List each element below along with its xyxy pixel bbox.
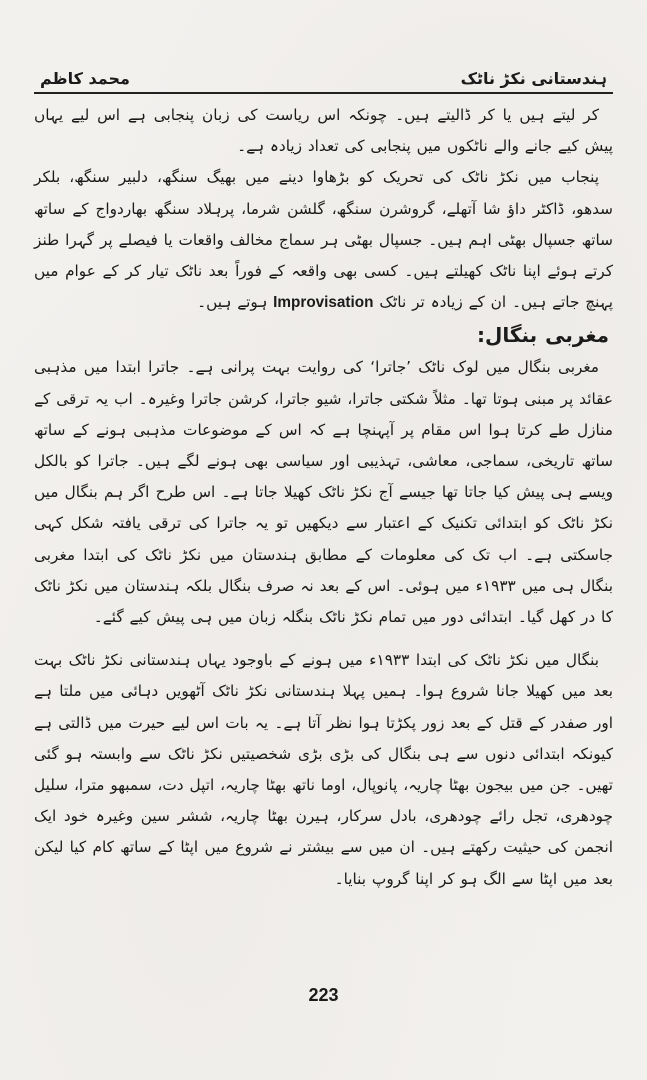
book-title: ہندستانی نکڑ ناٹک (460, 69, 607, 88)
page-body (34, 100, 613, 895)
paragraph-1: کر لیتے ہیں یا کر ڈالیتے ہیں۔ چونکہ اس ریاست کی زبان پنجابی ہے اس لیے یہاں پیش کیے جانے والے ناٹکوں میں پنجابی کی تعداد زیادہ ہے۔ (34, 106, 613, 156)
paragraph-2-ending: ہوتے ہیں۔ (197, 293, 268, 312)
page-number: 223 (308, 985, 339, 1005)
improvisation-term: Improvisation (273, 294, 374, 312)
paragraph-3: مغربی بنگال میں لوک ناٹک ’جاترا‘ کی روایت بہت پرانی ہے۔ جاترا ابتدا میں مذہبی عقائد پر مبنی ہوتا تھا۔ مثلاً شکتی جاترا، شیو جاترا، کرشن جاترا وغیرہ۔ اب یہ ترقی کے منازل طے کرتا ہوا اس مقام پر آپہنچا ہے کہ اس کے موضوعات مذہبی ہونے کے ساتھ ساتھ تاریخی، سماجی، معاشی، تہذیبی اور سیاسی بھی ہونے لگے ہیں۔ جاترا کو بالکل ویسے ہی پیش کیا جاتا تھا جیسے آج نکڑ ناٹک کھیلا جاتا ہے۔ اس طرح اگر ہم بنگال میں نکڑ ناٹک کو ابتدائی تکنیک کے اعتبار سے دیکھیں تو یہ جاترا کی ترقی یافتہ شکل کہی جاسکتی ہے۔ اب تک کی معلومات کے مطابق ہندستان میں نکڑ ناٹک کی ابتدا مغربی بنگال ہی میں ۱۹۳۳ء میں ہوئی۔ اس کے بعد نہ صرف بنگال بلکہ ہندستان میں نکڑ ناٹک کا در کھل گیا۔ ابتدائی دور میں تمام نکڑ ناٹک بنگلہ زبان میں ہی پیش کیے گئے۔ (34, 358, 613, 627)
section-heading: مغربی بنگال: (477, 323, 609, 348)
paragraph-2-text: پنجاب میں نکڑ ناٹک کی تحریک کو بڑھاوا دینے میں بھیگ سنگھ، دلبیر سنگھ، بلکر سدھو، ڈاکٹر داؤ شا آتھلے، گروشرن سنگھ، گلشن شرما، پرہلاد سنگھ بھاردواج کے ساتھ ساتھ جسپال بھٹی اہم ہیں۔ جسپال بھٹی ہر سماج مخالف واقعات یا فیصلے پر گہرا طنز کرتے ہوئے اپنا ناٹک کھیلتے ہیں۔ کسی بھی واقعہ کے فوراً بعد ناٹک تیار کر کے عوام میں پہنچ جاتے ہیں۔ ان کے زیادہ تر ناٹک (34, 168, 613, 312)
running-header (34, 62, 613, 88)
paragraph-4: بنگال میں نکڑ ناٹک کی ابتدا ۱۹۳۳ء میں ہونے کے باوجود یہاں ہندستانی نکڑ ناٹک بہت بعد میں کھیلا جانا شروع ہوا۔ ہمیں پہلا ہندستانی نکڑ ناٹک آٹھویں دہائی میں ملتا ہے اور صفدر کے قتل کے بعد زور پکڑتا ہوا نظر آتا ہے۔ یہ بات اس لیے حیرت میں ڈالتی ہے کیونکہ ابتدائی دنوں سے ہی بنگال کی بڑی بڑی شخصیتیں نکڑ ناٹک سے وابستہ ہو گئی تھیں۔ جن میں بیجون بھٹا چاریہ، پانوپال، اوما ناتھ بھٹا چاریہ، اتپل دت، سمبھو مترا، سلیل چودھری، تجل رائے چودھری، بادل سرکار، ہیرن بھٹا چاریہ، ششر سین وغیرہ خود ایک انجمن کی حیثیت رکھتے ہیں۔ ان میں سے بیشتر نے شروع میں اپٹا کے ساتھ کام کیا لیکن بعد میں اپٹا سے الگ ہو کر اپنا گروپ بنایا۔ (34, 651, 613, 888)
paragraph-2 (34, 162, 613, 318)
author-name: محمد کاظم (40, 69, 130, 88)
header-divider (34, 92, 613, 94)
